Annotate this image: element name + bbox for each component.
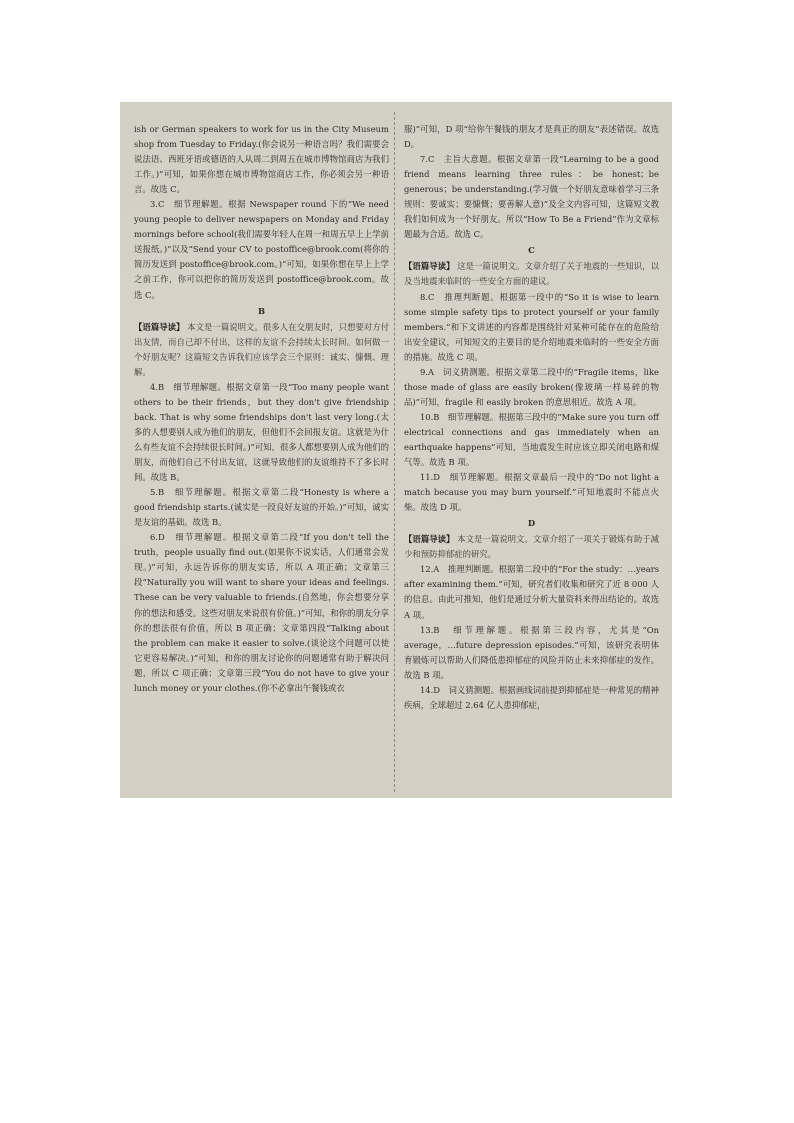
answer-9: 9.A 词义猜测题。根据文章第二段中的“Fragile items，like those made of glass are easily broken(像玻璃一样易碎的物品)”可知，fragile 和 easily broken 的意思相近。故选 A 项。 [404, 366, 659, 407]
answer-4: 4.B 细节理解题。根据文章第一段“Too many people want others to be their friends，but they don't give friendship back. That is why some friendships don't last very long.(太多的人想要别人成为他们的朋友，但他们不会回报友谊。这就是为什么有些友谊不会持续很长时间。)”可知，很多人都想要别人成为他们的朋友，而他们自己不付出友谊，这就导致他们的友谊维持不了多长时间。故选 B。 [134, 381, 389, 483]
guide-label: 【语篇导读】 [404, 534, 455, 545]
answer-14: 14.D 词义猜测题。根据画线词前提到抑郁症是一种常见的精神疾病，全球超过 2.64 亿人患抑郁症， [404, 684, 659, 710]
answer-11: 11.D 细节理解题。根据文章最后一段中的“Do not light a match because you may burn yourself.”可知地震时不能点火柴。故选 D 项。 [404, 472, 659, 513]
answer-3: 3.C 细节理解题。根据 Newspaper round 下的“We need young people to deliver newspapers on Monday and Friday mornings before school(我们需要年轻人在周一和周五早上上学前送报纸。)”以及“Send your CV to postoffice@brook.com(将你的简历发送到 postoffice@brook.com。)”可知，如果你想在早上上学之前工作，你可以把你的简历发送到 postoffice@brook.com。故选 C。 [134, 199, 389, 300]
guide-text: 本文是一篇说明文。文章介绍了一项关于锻炼有助于减少和预防抑郁症的研究。 [404, 534, 659, 560]
answer-13: 13.B 细节理解题。根据第三段内容，尤其是“On average，…future depression episodes.”可知，该研究表明体育锻炼可以帮助人们降低患抑郁症的风险并防止未来抑郁症的发作。故选 B 项。 [404, 624, 659, 680]
guide-text: 本文是一篇说明文。很多人在交朋友时，只想要对方付出友情，而自己却不付出，这样的友谊不会持续太长时间。如何做一个好朋友呢？这篇短文告诉我们应该学会三个原则：诚实、慷慨、理解。 [134, 321, 389, 377]
section-c-heading: C [528, 245, 535, 256]
reading-guide-d [404, 532, 659, 562]
answer-8: 8.C 推理判断题。根据第一段中的“So it is wise to learn some simple safety tips to protect yourself or your family members.”和下文讲述的内容都是围绕针对某种可能存在的危险给出安全建议，可知短文的主要目的是介绍地震来临时的一些安全方面的措施。故选 C 项。 [404, 291, 659, 362]
guide-label: 【语篇导读】 [134, 321, 185, 332]
reading-guide-c [404, 259, 659, 289]
answer-6: 6.D 细节理解题。根据文章第二段“If you don't tell the truth，people usually find out.(如果你不说实话，人们通常会发现。)”可知，永远告诉你的朋友实话，所以 A 项正确；文章第三段“Naturally you will want to share your ideas and feelings. These can be very valuable to friends.(自然地，你会想要分享你的想法和感受。这些对朋友来说很有价值。)”可知，和你的朋友分享你的想法很有价值，所以 B 项正确；文章第四段“Talking about the problem can make it easier to solve.(谈论这个问题可以使它更容易解决。)”可知，和你的朋友讨论你的问题通常有助于解决问题，所以 C 项正确；文章第三段“You do not have to give your lunch money or your clothes.(你不必拿出午餐钱或衣 [134, 532, 389, 693]
answer-6-continued: 服)”可知，D 项“给你午餐钱的朋友才是真正的朋友”表述错误。故选 D。 [404, 124, 659, 150]
answer-10: 10.B 细节理解题。根据第三段中的“Make sure you turn off electrical connections and gas immediately when an earthquake happens”可知，当地震发生时应该立即关闭电路和煤气等。故选 B 项。 [404, 411, 659, 468]
scanned-answer-page [120, 102, 672, 798]
right-column [404, 122, 659, 713]
answer-12: 12.A 推理判断题。根据第二段中的“For the study：…years after examining them.”可知，研究者们收集和研究了近 8 000 人的信息。由此可推知，他们是通过分析大量资料来得出结论的。故选 A 项。 [404, 564, 659, 620]
answer-7: 7.C 主旨大意题。根据文章第一段“Learning to be a good friend means learning three rules：be honest；be generous；be understanding.(学习做一个好朋友意味着学习三条规则：要诚实；要慷慨；要善解人意)”及全文内容可知，这篇短文教我们如何成为一个好朋友。所以“How To Be a Friend”作为文章标题最为合适。故选 C。 [404, 154, 659, 240]
answer-5: 5.B 细节理解题。根据文章第二段“Honesty is where a good friendship starts.(诚实是一段良好友谊的开始。)”可知，诚实是友谊的基础。故选 B。 [134, 487, 389, 528]
guide-label: 【语篇导读】 [404, 261, 455, 272]
column-divider [394, 112, 395, 792]
answer-2-continued: ish or German speakers to work for us in the City Museum shop from Tuesday to Friday.(你会说另一种语言吗？我们需要会说法语、西班牙语或德语的人从周二到周五在城市博物馆商店为我们工作。)”可知，如果你想在城市博物馆商店工作，你必须会另一种语言。故选 C。 [134, 124, 389, 195]
left-column [134, 122, 389, 696]
section-b-heading: B [257, 305, 266, 316]
section-d-heading: D [527, 518, 536, 529]
guide-text: 这是一篇说明文。文章介绍了关于地震的一些知识，以及当地震来临时的一些安全方面的建议。 [404, 261, 659, 287]
reading-guide-b [134, 320, 389, 380]
